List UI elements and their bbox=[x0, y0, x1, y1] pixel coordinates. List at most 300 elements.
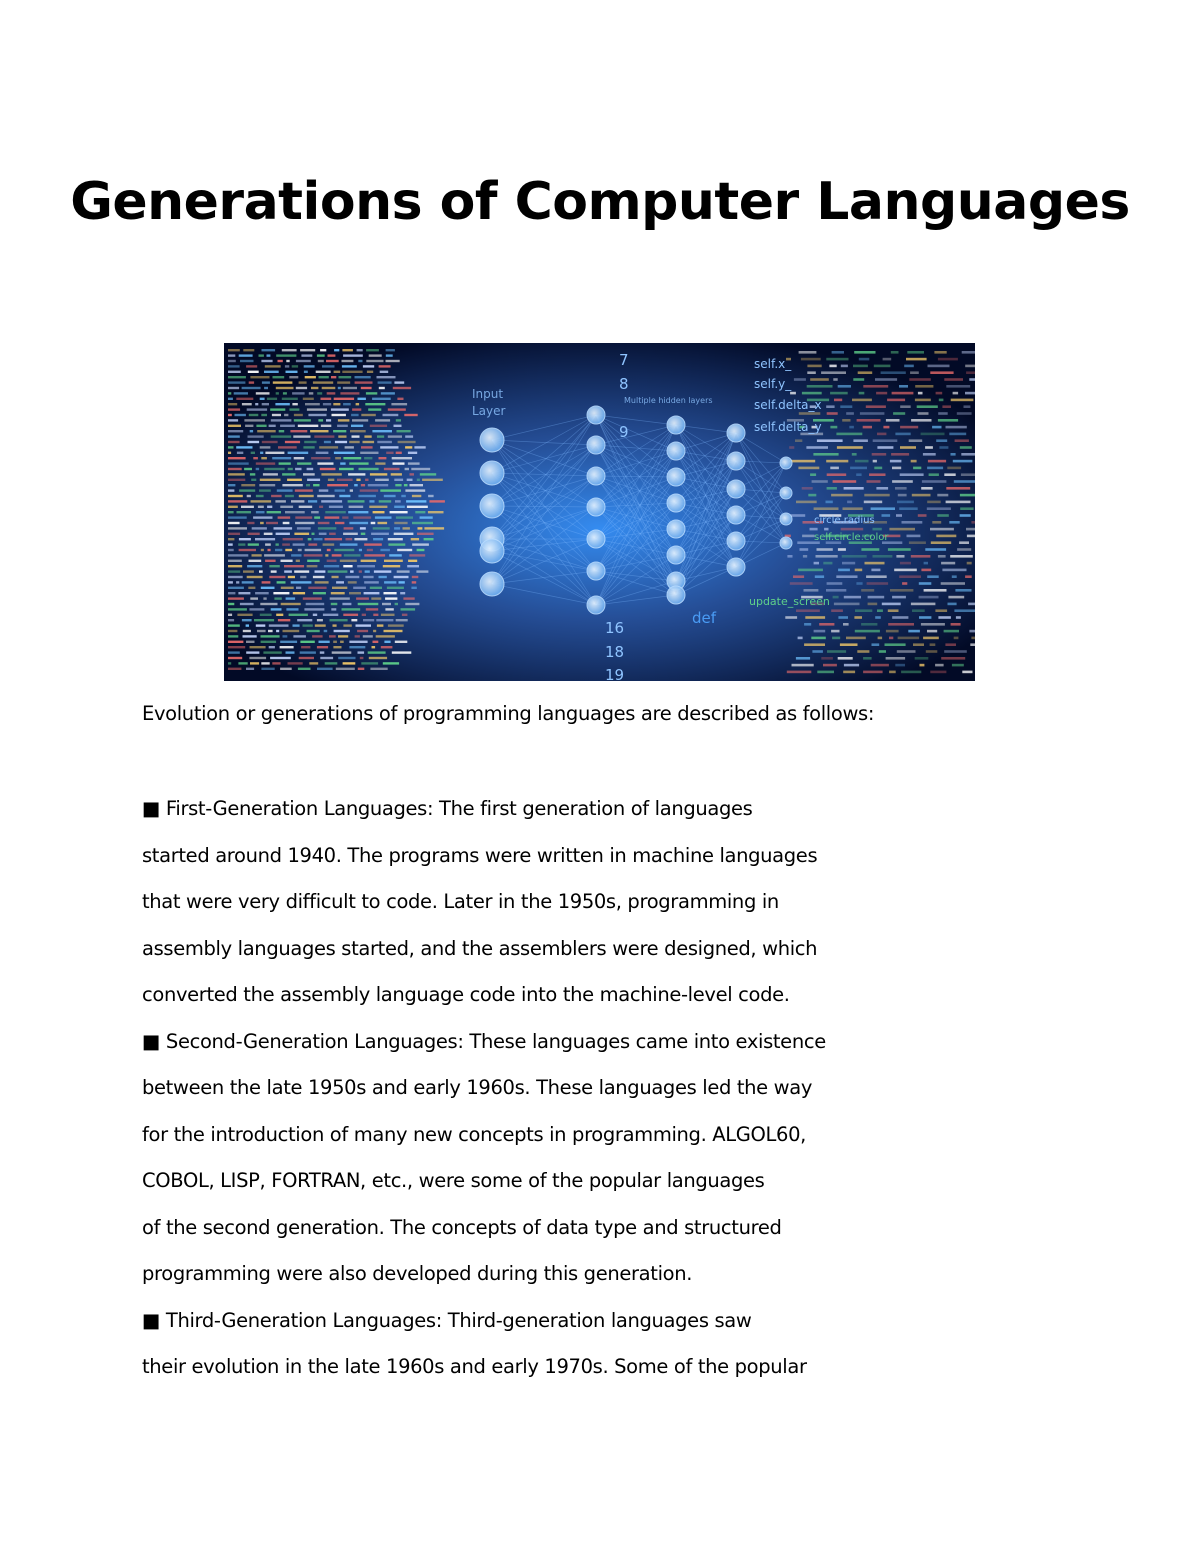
code-streak bbox=[314, 538, 323, 540]
code-streak bbox=[917, 405, 938, 408]
code-streak bbox=[294, 414, 303, 416]
code-streak bbox=[356, 479, 360, 481]
code-streak bbox=[357, 630, 368, 632]
code-streak bbox=[412, 581, 417, 583]
code-streak bbox=[340, 543, 358, 545]
code-streak bbox=[965, 365, 975, 368]
code-streak bbox=[256, 425, 266, 427]
code-streak bbox=[314, 516, 320, 518]
code-streak bbox=[362, 614, 366, 616]
code-streak bbox=[285, 365, 289, 367]
code-streak bbox=[293, 435, 310, 437]
code-streak bbox=[239, 538, 251, 540]
code-streak bbox=[320, 468, 336, 470]
code-streak bbox=[407, 479, 413, 481]
code-streak bbox=[871, 664, 889, 667]
code-streak bbox=[344, 554, 361, 556]
code-streak bbox=[228, 592, 235, 594]
code-streak bbox=[804, 643, 825, 646]
code-streak bbox=[397, 430, 411, 432]
code-streak bbox=[373, 511, 385, 513]
code-streak bbox=[251, 500, 272, 502]
code-streak bbox=[810, 473, 816, 476]
code-streak bbox=[312, 533, 315, 535]
code-streak bbox=[932, 426, 941, 429]
code-streak bbox=[408, 452, 417, 454]
code-streak bbox=[400, 592, 405, 594]
code-streak bbox=[285, 441, 300, 443]
code-streak bbox=[264, 554, 285, 556]
code-streak bbox=[424, 527, 444, 529]
code-streak bbox=[353, 587, 366, 589]
network-node bbox=[587, 596, 605, 614]
code-streak bbox=[262, 349, 276, 351]
code-streak bbox=[317, 495, 335, 497]
code-streak bbox=[971, 521, 975, 524]
code-streak bbox=[273, 376, 285, 378]
code-streak bbox=[356, 624, 372, 626]
code-streak bbox=[790, 392, 796, 395]
code-streak bbox=[872, 453, 887, 456]
code-streak bbox=[246, 668, 254, 670]
code-streak bbox=[881, 371, 906, 374]
code-streak bbox=[388, 624, 404, 626]
code-streak bbox=[293, 624, 300, 626]
code-streak bbox=[284, 570, 292, 572]
input-layer-label-1: Input bbox=[472, 387, 504, 401]
code-streak bbox=[380, 549, 390, 551]
code-streak bbox=[790, 582, 813, 585]
code-streak bbox=[318, 527, 336, 529]
code-streak bbox=[810, 528, 818, 531]
code-streak bbox=[250, 376, 269, 378]
code-streak bbox=[969, 378, 975, 381]
code-streak bbox=[892, 467, 901, 470]
code-streak bbox=[261, 457, 267, 459]
code-streak bbox=[852, 453, 857, 456]
code-streak bbox=[855, 569, 863, 572]
code-streak bbox=[295, 468, 301, 470]
code-streak bbox=[936, 392, 943, 395]
code-streak bbox=[798, 637, 803, 640]
code-streak bbox=[255, 403, 258, 405]
code-streak bbox=[331, 592, 345, 594]
code-streak bbox=[384, 581, 396, 583]
code-streak bbox=[285, 495, 294, 497]
code-streak bbox=[334, 398, 354, 400]
code-streak bbox=[856, 473, 861, 476]
code-streak bbox=[409, 554, 425, 556]
code-streak bbox=[941, 657, 965, 660]
code-streak bbox=[369, 354, 382, 356]
code-streak bbox=[787, 671, 812, 674]
code-streak bbox=[267, 398, 277, 400]
code-streak bbox=[246, 651, 259, 653]
code-streak bbox=[377, 376, 396, 378]
code-streak bbox=[296, 387, 307, 389]
code-streak bbox=[969, 630, 975, 633]
code-streak bbox=[337, 479, 353, 481]
code-streak bbox=[352, 408, 361, 410]
code-streak bbox=[871, 507, 895, 510]
code-streak bbox=[866, 575, 887, 578]
code-streak bbox=[340, 641, 344, 643]
code-streak bbox=[785, 616, 797, 619]
code-streak bbox=[411, 587, 416, 589]
code-streak bbox=[316, 452, 329, 454]
code-streak bbox=[228, 657, 242, 659]
code-streak bbox=[285, 549, 292, 551]
code-streak bbox=[911, 460, 917, 463]
code-streak bbox=[353, 516, 371, 518]
code-streak bbox=[259, 484, 275, 486]
code-streak bbox=[321, 425, 332, 427]
code-streak bbox=[364, 457, 372, 459]
code-streak bbox=[287, 479, 302, 481]
code-streak bbox=[228, 516, 247, 518]
code-streak bbox=[374, 570, 391, 572]
code-streak bbox=[401, 495, 406, 497]
code-streak bbox=[843, 623, 849, 626]
code-streak bbox=[962, 351, 975, 354]
code-streak bbox=[843, 671, 855, 674]
hidden-layers-label: Multiple hidden layers bbox=[624, 396, 713, 405]
code-streak bbox=[297, 619, 312, 621]
code-streak bbox=[340, 392, 359, 394]
code-streak bbox=[373, 538, 383, 540]
code-streak bbox=[271, 419, 292, 421]
code-streak bbox=[315, 581, 329, 583]
code-streak bbox=[324, 565, 339, 567]
code-streak bbox=[228, 533, 240, 535]
code-streak bbox=[361, 387, 372, 389]
code-streak bbox=[859, 358, 870, 361]
code-streak bbox=[289, 376, 298, 378]
code-streak bbox=[802, 487, 813, 490]
code-streak bbox=[412, 576, 419, 578]
code-streak bbox=[342, 371, 362, 373]
code-streak bbox=[335, 522, 344, 524]
code-streak bbox=[936, 535, 956, 538]
code-streak bbox=[938, 616, 951, 619]
code-streak bbox=[395, 500, 401, 502]
code-streak bbox=[394, 479, 403, 481]
code-streak bbox=[377, 624, 384, 626]
code-streak bbox=[228, 646, 245, 648]
code-streak bbox=[295, 522, 315, 524]
code-streak bbox=[363, 576, 373, 578]
code-streak bbox=[857, 419, 881, 422]
code-streak bbox=[960, 514, 971, 517]
code-streak bbox=[321, 473, 341, 475]
code-streak bbox=[901, 671, 921, 674]
code-streak bbox=[335, 457, 341, 459]
code-streak bbox=[299, 381, 307, 383]
code-streak bbox=[275, 500, 286, 502]
code-streak bbox=[256, 624, 265, 626]
code-streak bbox=[854, 616, 862, 619]
code-streak bbox=[256, 495, 264, 497]
code-streak bbox=[899, 385, 908, 388]
code-streak bbox=[245, 425, 253, 427]
code-streak bbox=[899, 507, 918, 510]
code-streak bbox=[873, 460, 877, 463]
network-node bbox=[587, 530, 605, 548]
code-streak bbox=[276, 543, 279, 545]
code-streak bbox=[228, 408, 240, 410]
code-streak bbox=[372, 646, 376, 648]
code-streak bbox=[946, 501, 971, 504]
code-streak bbox=[898, 494, 907, 497]
code-streak bbox=[324, 516, 339, 518]
code-streak bbox=[889, 528, 915, 531]
code-streak bbox=[261, 662, 269, 664]
code-streak bbox=[959, 541, 969, 544]
code-streak bbox=[313, 592, 326, 594]
code-streak bbox=[811, 637, 826, 640]
code-streak bbox=[846, 412, 854, 415]
code-streak bbox=[373, 641, 379, 643]
code-streak bbox=[796, 657, 810, 660]
code-streak bbox=[285, 511, 305, 513]
code-streak bbox=[276, 392, 279, 394]
code-streak bbox=[887, 399, 905, 402]
code-streak bbox=[377, 435, 384, 437]
code-streak bbox=[228, 651, 240, 653]
code-streak bbox=[935, 609, 947, 612]
code-streak bbox=[394, 506, 405, 508]
code-streak bbox=[794, 378, 806, 381]
code-streak bbox=[836, 575, 857, 578]
text-line: programming were also developed during this generation. bbox=[142, 1262, 693, 1285]
network-node bbox=[480, 461, 504, 485]
code-streak bbox=[373, 527, 390, 529]
code-streak bbox=[334, 630, 350, 632]
code-streak bbox=[228, 430, 243, 432]
code-streak bbox=[833, 378, 837, 381]
code-streak bbox=[913, 467, 921, 470]
code-streak bbox=[372, 398, 391, 400]
code-streak bbox=[361, 662, 378, 664]
code-streak bbox=[838, 385, 851, 388]
code-streak bbox=[909, 541, 926, 544]
code-streak bbox=[364, 554, 385, 556]
code-streak bbox=[795, 439, 802, 442]
code-streak bbox=[361, 560, 377, 562]
code-streak bbox=[853, 365, 868, 368]
code-streak bbox=[381, 646, 393, 648]
code-streak bbox=[855, 609, 872, 612]
code-streak bbox=[228, 462, 249, 464]
code-streak bbox=[812, 650, 823, 653]
code-streak bbox=[342, 349, 353, 351]
code-streak bbox=[379, 500, 392, 502]
code-streak bbox=[379, 457, 387, 459]
code-streak bbox=[878, 637, 883, 640]
code-streak bbox=[383, 414, 399, 416]
code-streak bbox=[291, 581, 312, 583]
code-streak bbox=[260, 522, 264, 524]
code-streak bbox=[296, 560, 300, 562]
code-streak bbox=[842, 555, 867, 558]
code-streak bbox=[324, 630, 328, 632]
code-streak bbox=[359, 468, 379, 470]
code-streak bbox=[866, 405, 886, 408]
code-streak bbox=[394, 576, 409, 578]
code-streak bbox=[939, 399, 944, 402]
code-streak bbox=[342, 603, 351, 605]
code-streak bbox=[310, 430, 328, 432]
code-streak bbox=[332, 554, 342, 556]
code-streak bbox=[842, 562, 855, 565]
code-streak bbox=[238, 592, 250, 594]
code-streak bbox=[364, 543, 382, 545]
code-streak bbox=[927, 467, 943, 470]
code-streak bbox=[315, 570, 326, 572]
code-streak bbox=[325, 538, 343, 540]
code-streak bbox=[949, 521, 959, 524]
code-streak bbox=[375, 419, 390, 421]
code-streak bbox=[375, 479, 389, 481]
code-streak bbox=[351, 619, 357, 621]
code-streak bbox=[286, 371, 298, 373]
code-streak bbox=[928, 460, 946, 463]
code-streak bbox=[236, 581, 239, 583]
code-streak bbox=[927, 630, 937, 633]
code-streak bbox=[874, 365, 891, 368]
code-streak bbox=[868, 603, 878, 606]
code-streak bbox=[319, 446, 338, 448]
code-streak bbox=[260, 603, 277, 605]
code-streak bbox=[919, 616, 931, 619]
code-streak bbox=[339, 468, 354, 470]
code-streak bbox=[270, 657, 291, 659]
code-streak bbox=[336, 668, 355, 670]
code-streak bbox=[349, 506, 364, 508]
code-streak bbox=[351, 425, 363, 427]
code-streak bbox=[928, 365, 950, 368]
code-streak bbox=[317, 619, 323, 621]
code-streak bbox=[428, 495, 434, 497]
code-streak bbox=[273, 592, 289, 594]
code-streak bbox=[260, 479, 281, 481]
code-streak bbox=[381, 614, 395, 616]
code-streak bbox=[278, 446, 297, 448]
code-streak bbox=[247, 495, 251, 497]
code-streak bbox=[325, 511, 346, 513]
text-line: their evolution in the late 1960s and early 1970s. Some of the popular bbox=[142, 1355, 807, 1378]
line-number-7: 7 bbox=[619, 351, 629, 369]
input-layer-label-2: Layer bbox=[472, 404, 506, 418]
code-streak bbox=[325, 554, 328, 556]
code-streak bbox=[804, 623, 811, 626]
code-streak bbox=[397, 549, 412, 551]
code-streak bbox=[417, 479, 420, 481]
code-streak bbox=[376, 619, 393, 621]
code-streak bbox=[228, 435, 240, 437]
code-streak bbox=[360, 657, 364, 659]
code-streak bbox=[352, 419, 368, 421]
code-streak bbox=[931, 541, 951, 544]
code-streak bbox=[957, 412, 972, 415]
code-streak bbox=[358, 495, 376, 497]
code-streak bbox=[909, 378, 931, 381]
network-node bbox=[667, 520, 685, 538]
code-streak bbox=[405, 446, 412, 448]
code-streak bbox=[228, 624, 240, 626]
code-streak bbox=[360, 527, 366, 529]
code-streak bbox=[251, 479, 256, 481]
code-streak bbox=[827, 487, 837, 490]
code-streak bbox=[331, 603, 338, 605]
code-streak bbox=[358, 398, 366, 400]
code-streak bbox=[292, 403, 297, 405]
code-streak bbox=[304, 554, 323, 556]
code-streak bbox=[363, 635, 373, 637]
code-streak bbox=[281, 587, 294, 589]
code-streak bbox=[838, 569, 850, 572]
line-number-9: 9 bbox=[619, 423, 629, 441]
code-streak bbox=[854, 351, 875, 354]
code-streak bbox=[272, 662, 280, 664]
code-streak bbox=[900, 446, 916, 449]
code-streak bbox=[807, 371, 816, 374]
network-node bbox=[587, 467, 605, 485]
code-streak bbox=[861, 548, 879, 551]
network-node bbox=[667, 468, 685, 486]
code-streak bbox=[966, 528, 975, 531]
code-streak bbox=[308, 543, 317, 545]
code-streak bbox=[343, 403, 351, 405]
code-streak bbox=[305, 376, 316, 378]
code-streak bbox=[802, 392, 822, 395]
code-streak bbox=[240, 603, 254, 605]
code-streak bbox=[386, 360, 400, 362]
code-streak bbox=[348, 473, 365, 475]
code-streak bbox=[873, 528, 882, 531]
code-streak bbox=[303, 473, 315, 475]
code-streak bbox=[343, 533, 358, 535]
code-streak bbox=[930, 671, 946, 674]
code-streak bbox=[816, 555, 838, 558]
code-streak bbox=[918, 514, 927, 517]
code-streak bbox=[392, 457, 412, 459]
code-streak bbox=[813, 453, 838, 456]
code-streak bbox=[243, 349, 254, 351]
network-node bbox=[727, 532, 745, 550]
code-streak bbox=[228, 446, 234, 448]
code-streak bbox=[348, 511, 368, 513]
code-streak bbox=[363, 441, 375, 443]
code-streak bbox=[366, 360, 383, 362]
code-streak bbox=[417, 533, 434, 535]
code-streak bbox=[890, 589, 913, 592]
code-streak bbox=[317, 354, 325, 356]
network-node bbox=[667, 546, 685, 564]
code-streak bbox=[317, 392, 322, 394]
code-streak bbox=[789, 446, 794, 449]
code-streak bbox=[304, 608, 324, 610]
code-streak bbox=[263, 651, 281, 653]
code-streak bbox=[333, 430, 346, 432]
code-streak bbox=[363, 619, 374, 621]
code-streak bbox=[359, 549, 362, 551]
code-streak bbox=[294, 570, 309, 572]
text-line: started around 1940. The programs were written in machine languages bbox=[142, 843, 818, 867]
code-streak bbox=[320, 349, 326, 351]
code-streak bbox=[228, 484, 235, 486]
code-streak bbox=[897, 650, 916, 653]
